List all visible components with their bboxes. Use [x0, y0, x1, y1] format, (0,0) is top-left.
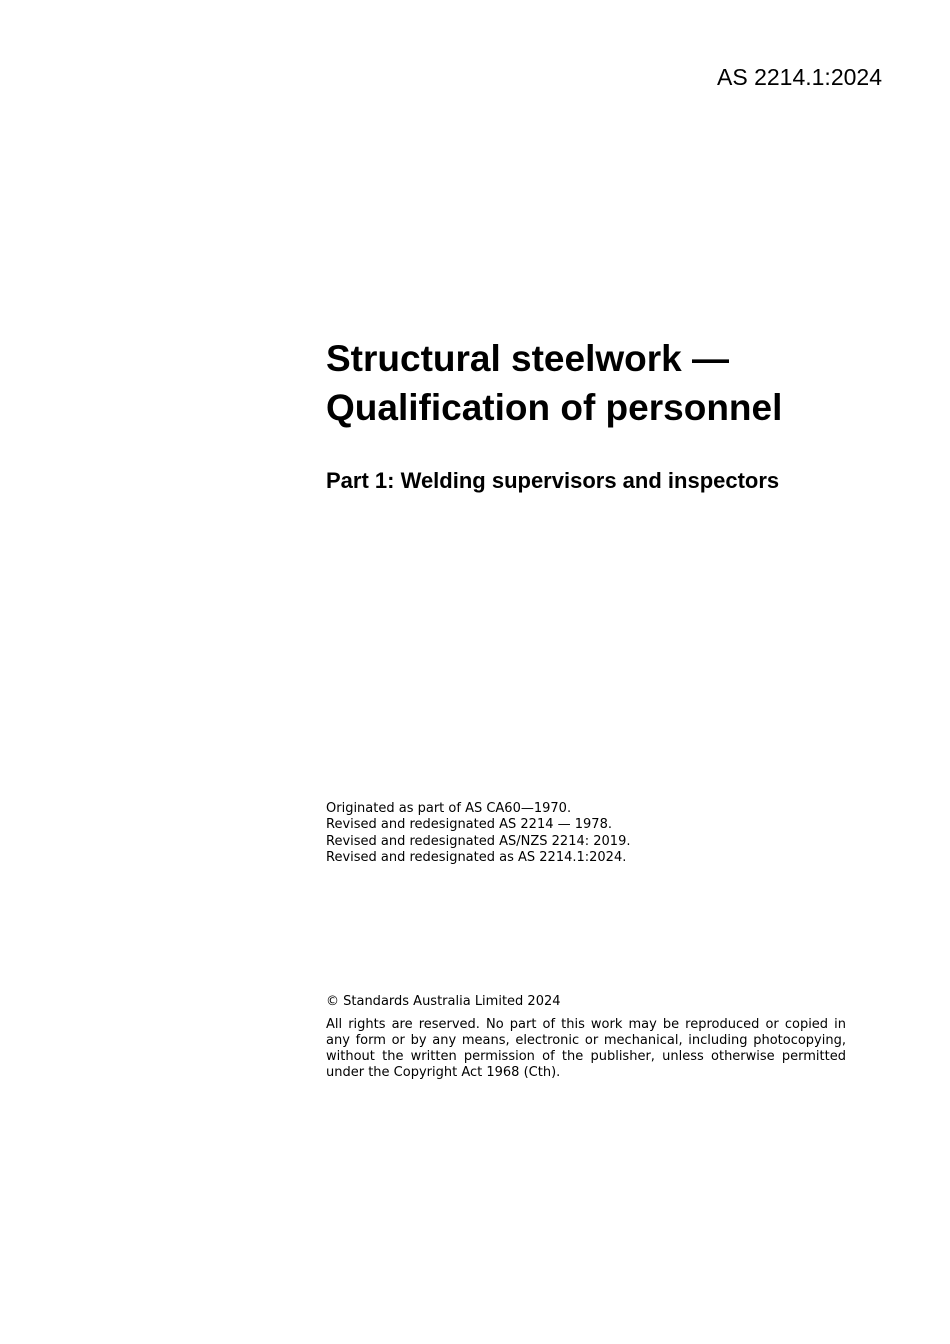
copyright-section [326, 994, 846, 1081]
copyright-notice: © Standards Australia Limited 2024 [326, 994, 561, 1009]
document-title-line-2: Qualification of personnel [326, 387, 783, 428]
rights-statement: All rights are reserved. No part of this work may be reproduced or copied in any form or by any means, electronic or mechanical, including photocopying, without the written permission of the publisher, unless otherwise permitted under the Copyright Act 1968 (Cth). [326, 1017, 846, 1080]
document-part-title: Part 1: Welding supervisors and inspectors [326, 468, 780, 493]
document-title-line-1: Structural steelwork — [326, 338, 730, 379]
history-line: Originated as part of AS CA60—1970. [326, 801, 572, 816]
document-number: AS 2214.1:2024 [717, 64, 882, 90]
history-line: Revised and redesignated AS/NZS 2214: 2019. [326, 833, 631, 849]
history-line: Revised and redesignated as AS 2214.1:2024. [326, 849, 627, 865]
title-block [326, 334, 886, 496]
publication-history [326, 801, 886, 866]
history-line: Revised and redesignated AS 2214 — 1978. [326, 817, 612, 833]
